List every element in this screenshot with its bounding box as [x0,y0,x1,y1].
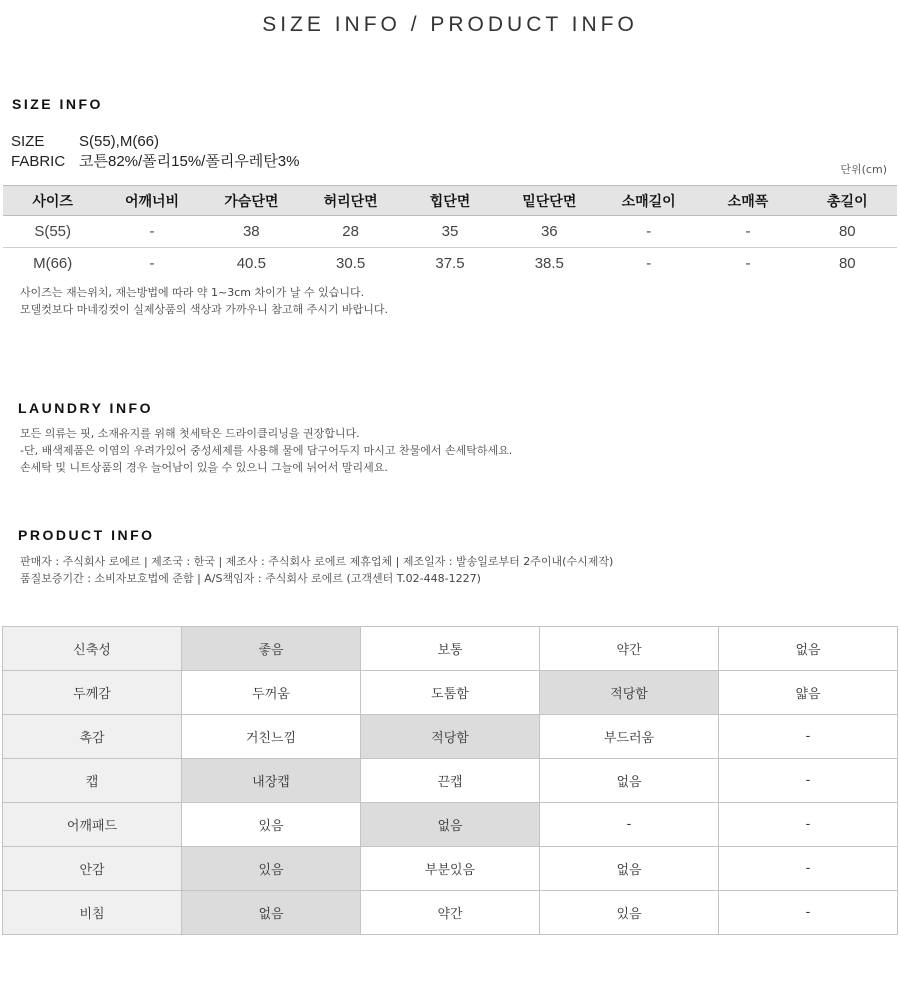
size-value: S(55),M(66) [79,133,160,150]
table-row [3,216,897,248]
property-option: 약간 [361,891,540,935]
property-option: - [719,891,898,935]
property-label: 비침 [3,891,182,935]
size-table-header [3,186,897,216]
column-header: 어깨너비 [102,186,201,216]
property-option-selected: 좋음 [182,627,361,671]
product-line: 품질보증기간 : 소비자보호법에 준함 | A/S책임자 : 주식회사 로에르 (고객센터 T.02-448-1227) [20,572,481,585]
size-table [3,185,897,279]
property-row [3,847,898,891]
laundry-info-heading: LAUNDRY INFO [18,400,153,416]
table-cell: - [599,216,698,248]
property-option: 거친느낌 [182,715,361,759]
column-header: 허리단면 [301,186,400,216]
table-cell: 80 [838,255,856,272]
column-header: 총길이 [798,186,897,216]
column-header: 밑단단면 [500,186,599,216]
property-label: 두께감 [3,671,182,715]
size-label: SIZE [11,133,45,150]
fabric-spec [11,150,299,171]
table-cell: 38 [202,216,301,248]
laundry-line: 손세탁 및 니트상품의 경우 늘어남이 있을 수 있으니 그늘에 뉘어서 말리세요. [20,461,388,474]
column-header: 소매폭 [698,186,797,216]
property-option: 보통 [361,627,540,671]
property-label: 신축성 [3,627,182,671]
property-option: 도톰함 [361,671,540,715]
table-cell: 28 [301,216,400,248]
laundry-notes [20,425,512,476]
product-notes [20,553,613,587]
size-note: 사이즈는 재는위치, 재는방법에 따라 약 1~3cm 차이가 날 수 있습니다. [20,286,365,299]
table-cell: 35 [400,216,499,248]
size-notes [20,284,388,318]
column-header: 가슴단면 [202,186,301,216]
property-option: 있음 [540,891,719,935]
property-label: 어깨패드 [3,803,182,847]
laundry-line: 모든 의류는 핏, 소재유지를 위해 첫세탁은 드라이클리닝을 권장합니다. [20,427,360,440]
table-cell: 36 [500,216,599,248]
property-label: 캡 [3,759,182,803]
table-cell: M(66) [33,255,73,272]
size-info-heading: SIZE INFO [12,96,103,112]
property-option: 끈캡 [361,759,540,803]
property-option: - [719,759,898,803]
table-cell: - [149,255,155,272]
table-cell: - [745,255,751,272]
property-option: 없음 [540,847,719,891]
table-cell: - [698,216,797,248]
property-option: 있음 [182,803,361,847]
laundry-line: -단, 배색제품은 이염의 우려가있어 중성세제를 사용해 물에 담구어두지 마시고 찬물에서 손세탁하세요. [20,444,513,457]
property-option: - [719,803,898,847]
property-option-selected: 없음 [182,891,361,935]
table-cell: 80 [798,216,897,248]
column-header: 힙단면 [400,186,499,216]
column-header: 사이즈 [3,186,102,216]
property-row [3,671,898,715]
property-option-selected: 내장캡 [182,759,361,803]
property-option: 약간 [540,627,719,671]
table-row [3,248,897,280]
table-cell: - [102,216,201,248]
property-row [3,803,898,847]
property-row [3,627,898,671]
column-header: 소매길이 [599,186,698,216]
size-note: 모델컷보다 마네킹컷이 실제상품의 색상과 가까우니 참고해 주시기 바랍니다. [20,303,389,316]
table-cell: - [646,255,652,272]
product-line: 판매자 : 주식회사 로에르 | 제조국 : 한국 | 제조사 : 주식회사 로에르 제휴업체 | 제조일자 : 발송일로부터 2주이내(수시제작) [20,555,614,568]
property-option: 없음 [540,759,719,803]
table-cell: 30.5 [336,255,366,272]
fabric-property-table [2,626,898,935]
property-option: 없음 [719,627,898,671]
unit-label: 단위(cm) [840,163,887,176]
property-row [3,715,898,759]
property-option: 얇음 [719,671,898,715]
fabric-value: 코튼82%/폴리15%/폴리우레탄3% [79,153,300,170]
table-cell: 40.5 [236,255,266,272]
page-title: SIZE INFO / PRODUCT INFO [262,13,638,36]
table-cell: 37.5 [435,255,465,272]
property-option: - [540,803,719,847]
property-label: 촉감 [3,715,182,759]
table-cell: S(55) [3,216,102,248]
property-option-selected: 있음 [182,847,361,891]
property-option: 부드러움 [540,715,719,759]
property-label: 안감 [3,847,182,891]
fabric-label: FABRIC [11,153,66,170]
property-row [3,891,898,935]
property-option: - [719,715,898,759]
property-option: 부분있음 [361,847,540,891]
property-option-selected: 적당함 [540,671,719,715]
property-option-selected: 없음 [361,803,540,847]
table-cell: 38.5 [534,255,564,272]
size-spec [11,133,159,150]
property-row [3,759,898,803]
property-option-selected: 적당함 [361,715,540,759]
property-option: - [719,847,898,891]
property-option: 두꺼움 [182,671,361,715]
product-info-heading: PRODUCT INFO [18,527,155,543]
